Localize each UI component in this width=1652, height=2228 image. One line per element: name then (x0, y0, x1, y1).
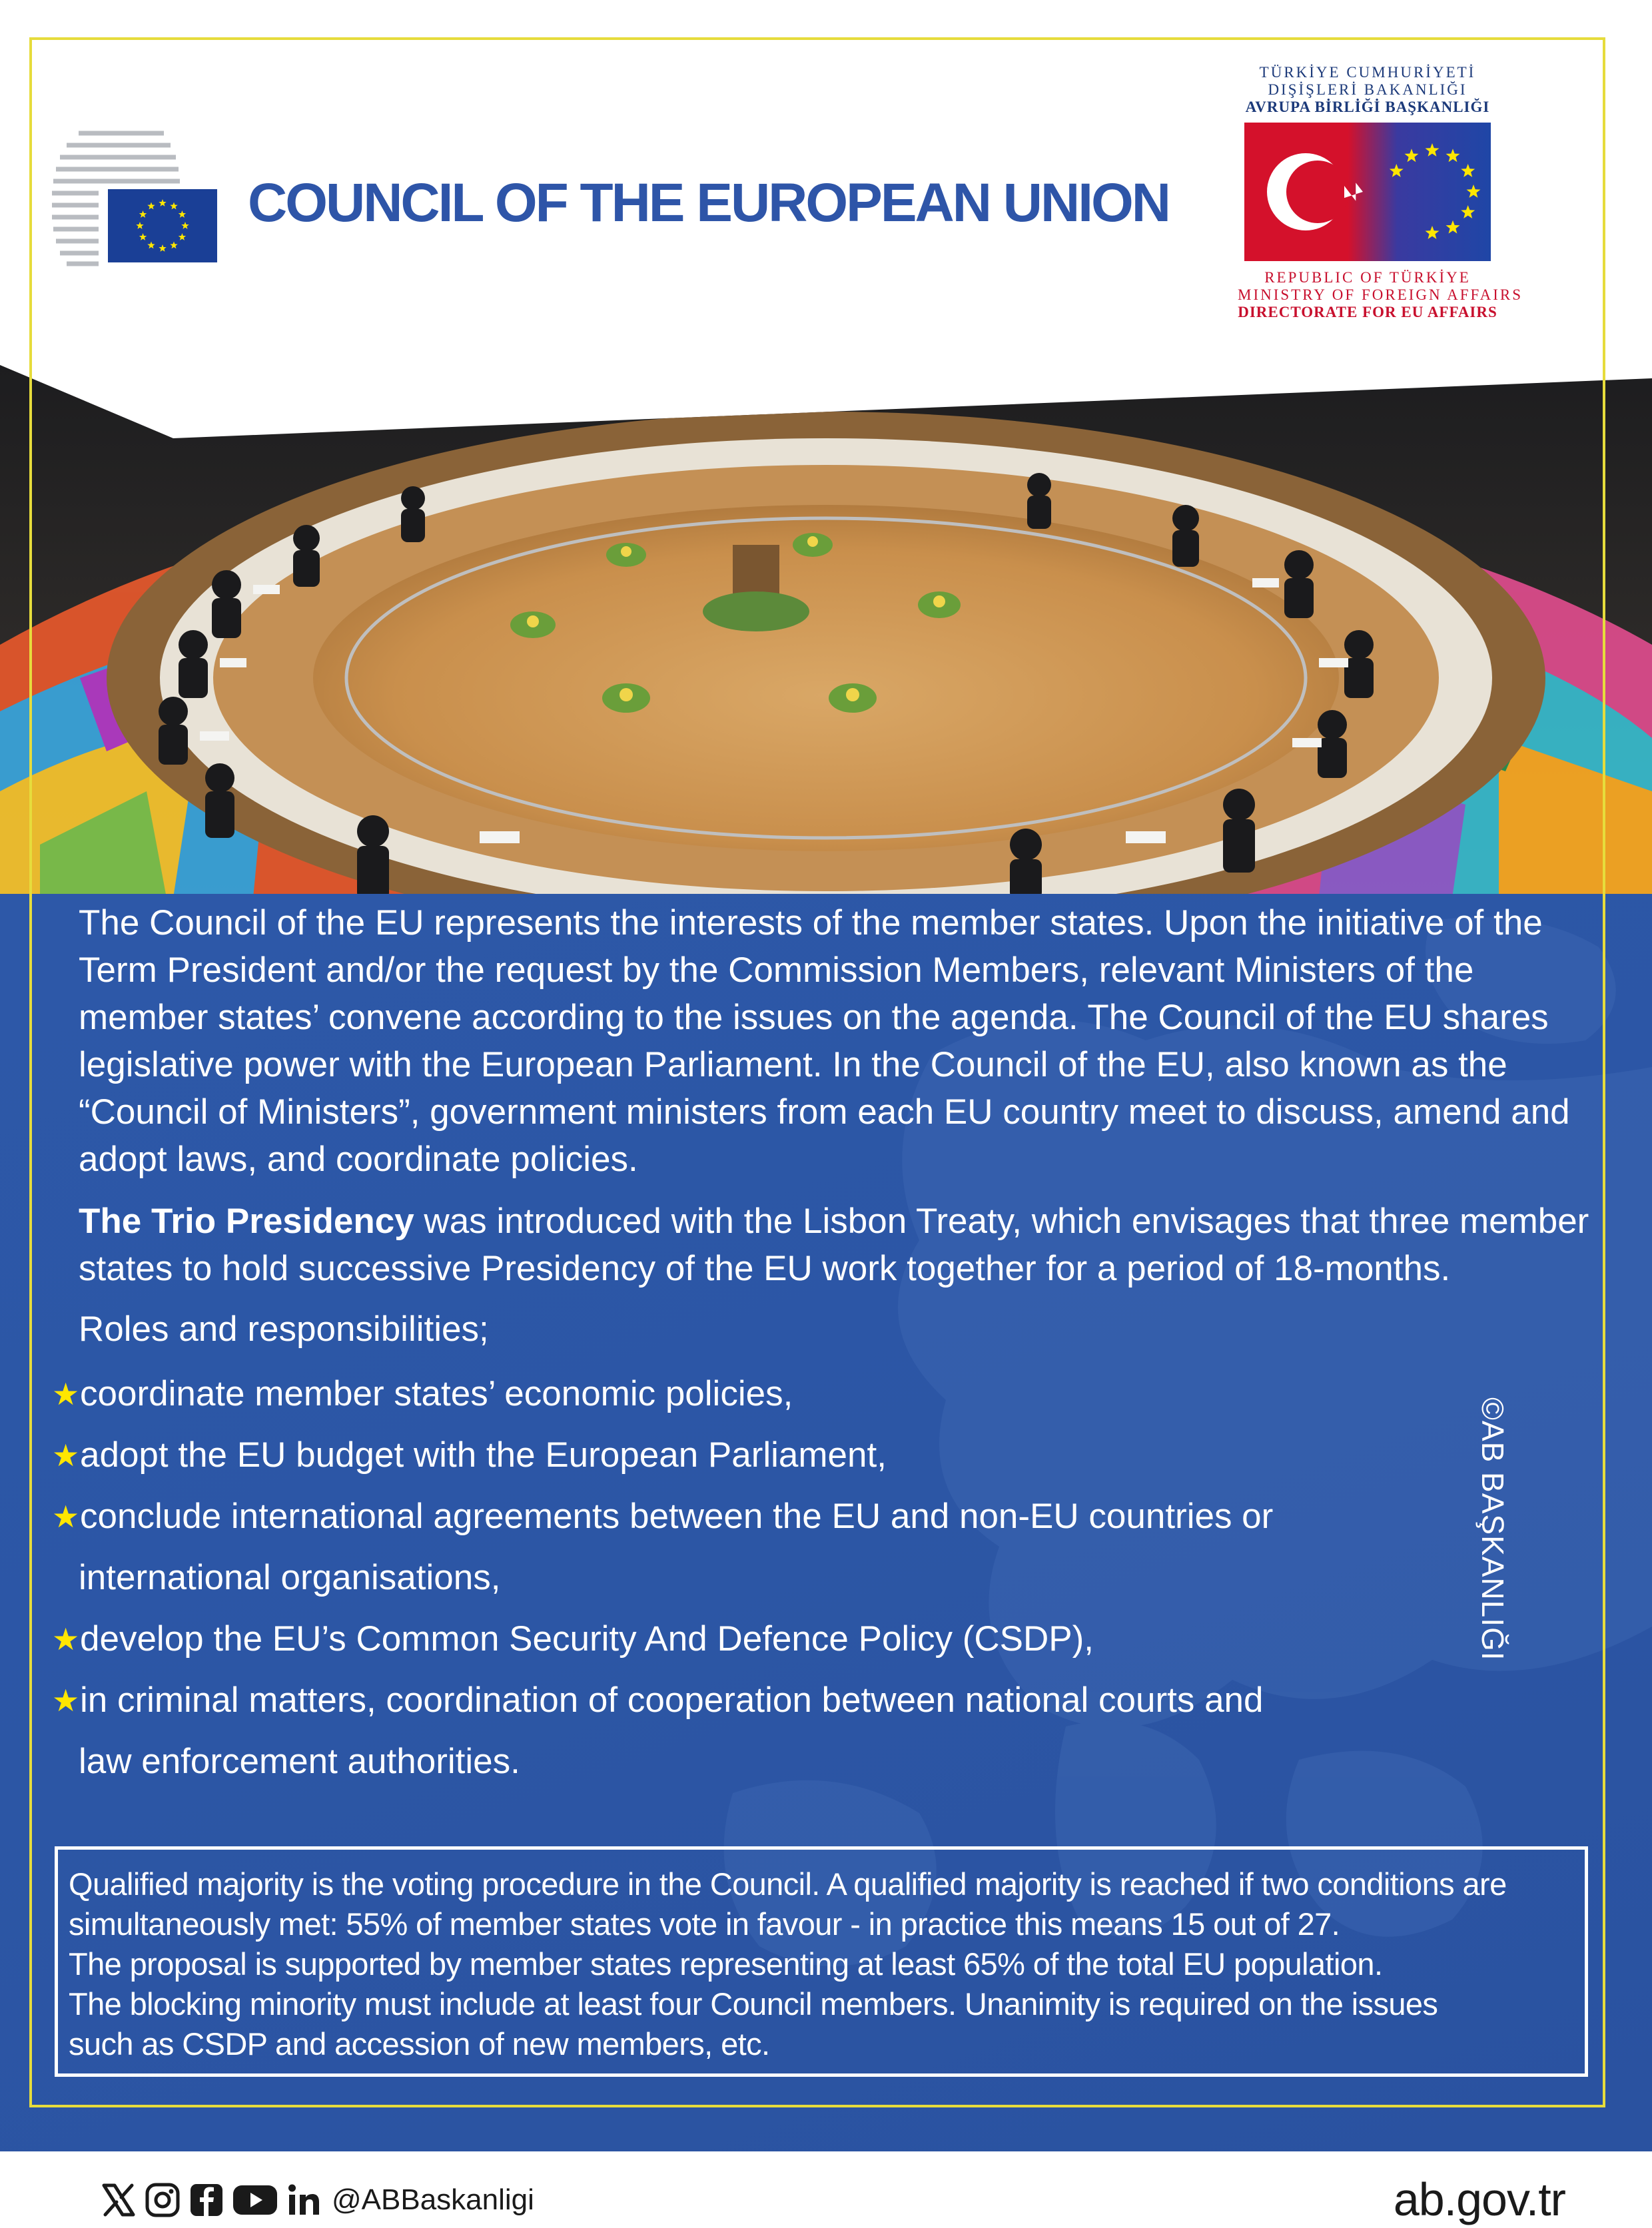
page-title: COUNCIL OF THE EUROPEAN UNION (248, 173, 1169, 233)
star-icon: ★ (52, 1499, 80, 1534)
x-icon[interactable] (100, 2181, 137, 2219)
star-icon: ★ (52, 1377, 80, 1411)
role-text-continued: law enforcement authorities. (79, 1742, 520, 1781)
qm-line: Qualified majority is the voting procedure in the Council. A qualified majority is reached if two conditions are (69, 1866, 1507, 1902)
social-handle[interactable]: @ABBaskanligi (332, 2183, 534, 2216)
star-icon: ★ (52, 1683, 80, 1718)
list-item (52, 1609, 1611, 1670)
main-content (52, 899, 1611, 1792)
ministry-logo-bottom (1238, 269, 1523, 321)
ministry-line: DIŞİŞLERİ BAKANLIĞI (1268, 81, 1467, 98)
ministry-logo (1238, 64, 1523, 321)
council-meeting-photo (0, 365, 1652, 898)
qm-line: The proposal is supported by member states representing at least 65% of the total EU population. (69, 1946, 1383, 1982)
role-text-continued: international organisations, (79, 1558, 501, 1597)
trio-text: was introduced with the Lisbon Treaty, which envisages that three member states to hold successive Presidency of the EU work together for a period of 18-months. (79, 1202, 1589, 1288)
list-item (52, 1363, 1611, 1425)
trio-heading: The Trio Presidency (79, 1202, 414, 1241)
turkey-eu-flag-icon (1244, 123, 1491, 261)
qm-line: The blocking minority must include at least four Council members. Unanimity is required on the issues (69, 1986, 1438, 2022)
role-text: adopt the EU budget with the European Parliament, (80, 1435, 887, 1475)
qualified-majority-box (55, 1846, 1588, 2077)
roles-title: Roles and responsibilities; (79, 1309, 489, 1349)
qm-line: such as CSDP and accession of new members, etc. (69, 2026, 770, 2061)
social-links (100, 2177, 534, 2223)
linkedin-icon[interactable] (285, 2181, 322, 2219)
role-text: conclude international agreements between the EU and non-EU countries or (80, 1497, 1274, 1536)
ministry-logo-top (1238, 64, 1497, 116)
star-icon: ★ (52, 1438, 80, 1473)
ministry-line: REPUBLIC OF TÜRKİYE (1264, 269, 1471, 286)
copyright-label: ©AB BAŞKANLIĞI (1475, 1397, 1510, 1661)
council-of-eu-logo-icon (52, 128, 218, 268)
ministry-line: MINISTRY OF FOREIGN AFFAIRS (1238, 286, 1523, 303)
ministry-line: AVRUPA BİRLİĞİ BAŞKANLIĞI (1245, 99, 1490, 115)
list-item (52, 1425, 1611, 1486)
intro-paragraph: The Council of the EU represents the interests of the member states. Upon the initiative of the Term President and/or the request by the Commission Members, relevant Ministers of the member states’ convene according to the issues on the agenda. The Council of the EU shares legislative power with the European Parliament. In the Council of the EU, also known as the “Council of Ministers”, government ministers from each EU country meet to discuss, amend and adopt laws, and coordinate policies. (79, 903, 1570, 1179)
role-text: in criminal matters, coordination of cooperation between national courts and (80, 1680, 1264, 1720)
ministry-line: TÜRKİYE CUMHURİYETİ (1259, 64, 1476, 81)
instagram-icon[interactable] (144, 2181, 181, 2219)
role-text: develop the EU’s Common Security And Defence Policy (CSDP), (80, 1619, 1094, 1659)
star-icon: ★ (52, 1622, 80, 1657)
facebook-icon[interactable] (188, 2181, 225, 2219)
trio-paragraph (79, 1198, 1611, 1292)
qm-line: simultaneously met: 55% of member states vote in favour - in practice this means 15 out of 27. (69, 1906, 1340, 1942)
ministry-line: DIRECTORATE FOR EU AFFAIRS (1238, 304, 1497, 320)
list-item (52, 1486, 1611, 1609)
youtube-icon[interactable] (232, 2181, 278, 2219)
website-link[interactable]: ab.gov.tr (1393, 2173, 1565, 2225)
role-text: coordinate member states’ economic policies, (80, 1374, 793, 1413)
roles-list (52, 1363, 1611, 1792)
list-item (52, 1670, 1611, 1792)
